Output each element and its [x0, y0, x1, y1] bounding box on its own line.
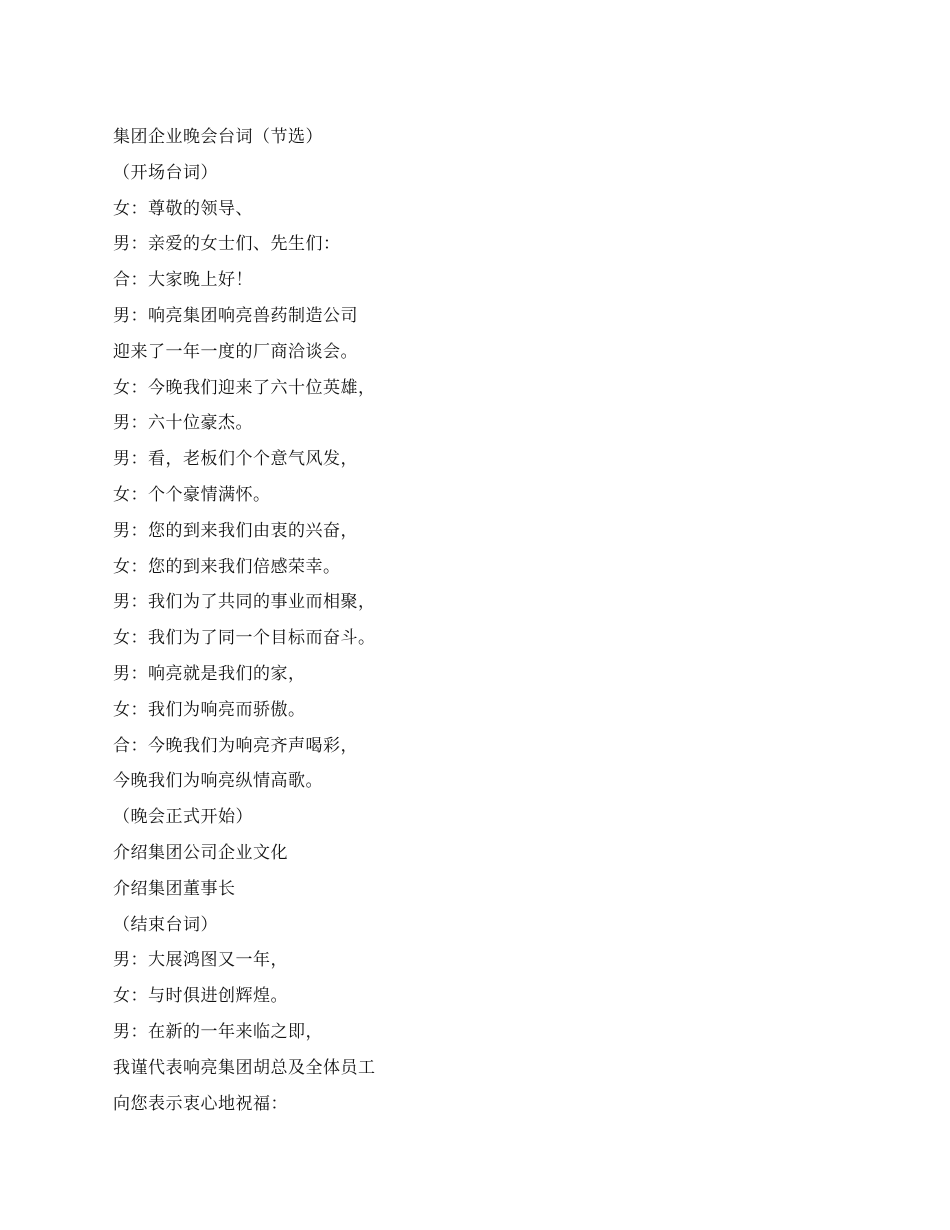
script-line: 女：与时俱进创辉煌。	[113, 986, 288, 1007]
script-line: 男：看，老板们个个意气风发，	[113, 449, 358, 470]
script-line: 男：六十位豪杰。	[113, 413, 253, 434]
script-line: 女：个个豪情满怀。	[113, 484, 271, 505]
script-line: 向您表示衷心地祝福：	[113, 1093, 288, 1114]
script-line: 男：在新的一年来临之即，	[113, 1021, 323, 1042]
script-line: 今晚我们为响亮纵情高歌。	[113, 771, 323, 792]
script-line: 介绍集团董事长	[113, 878, 236, 899]
script-line: 男：大展鸿图又一年，	[113, 950, 288, 971]
script-line: 合：今晚我们为响亮齐声喝彩，	[113, 735, 358, 756]
script-line: 介绍集团公司企业文化	[113, 842, 288, 863]
document-title: 集团企业晚会台词（节选）	[113, 127, 323, 147]
script-line: 男：我们为了共同的事业而相聚，	[113, 592, 376, 613]
script-line: 女：我们为了同一个目标而奋斗。	[113, 628, 376, 649]
script-line: 女：您的到来我们倍感荣幸。	[113, 556, 341, 577]
script-line: 男：亲爱的女士们、先生们：	[113, 234, 341, 255]
script-line: （开场台词）	[113, 162, 218, 183]
script-line: （结束台词）	[113, 914, 218, 935]
script-line: 女：我们为响亮而骄傲。	[113, 699, 306, 720]
script-line: （晚会正式开始）	[113, 807, 253, 828]
script-line: 女：尊敬的领导、	[113, 198, 253, 219]
script-line: 我谨代表响亮集团胡总及全体员工	[113, 1057, 376, 1078]
script-line: 女：今晚我们迎来了六十位英雄，	[113, 377, 376, 398]
script-line: 男：您的到来我们由衷的兴奋，	[113, 520, 358, 541]
script-line: 男：响亮就是我们的家，	[113, 663, 306, 684]
script-line: 合：大家晚上好！	[113, 270, 253, 291]
document-body	[113, 120, 833, 1122]
script-line: 男：响亮集团响亮兽药制造公司	[113, 305, 358, 326]
script-line: 迎来了一年一度的厂商洽谈会。	[113, 341, 358, 362]
